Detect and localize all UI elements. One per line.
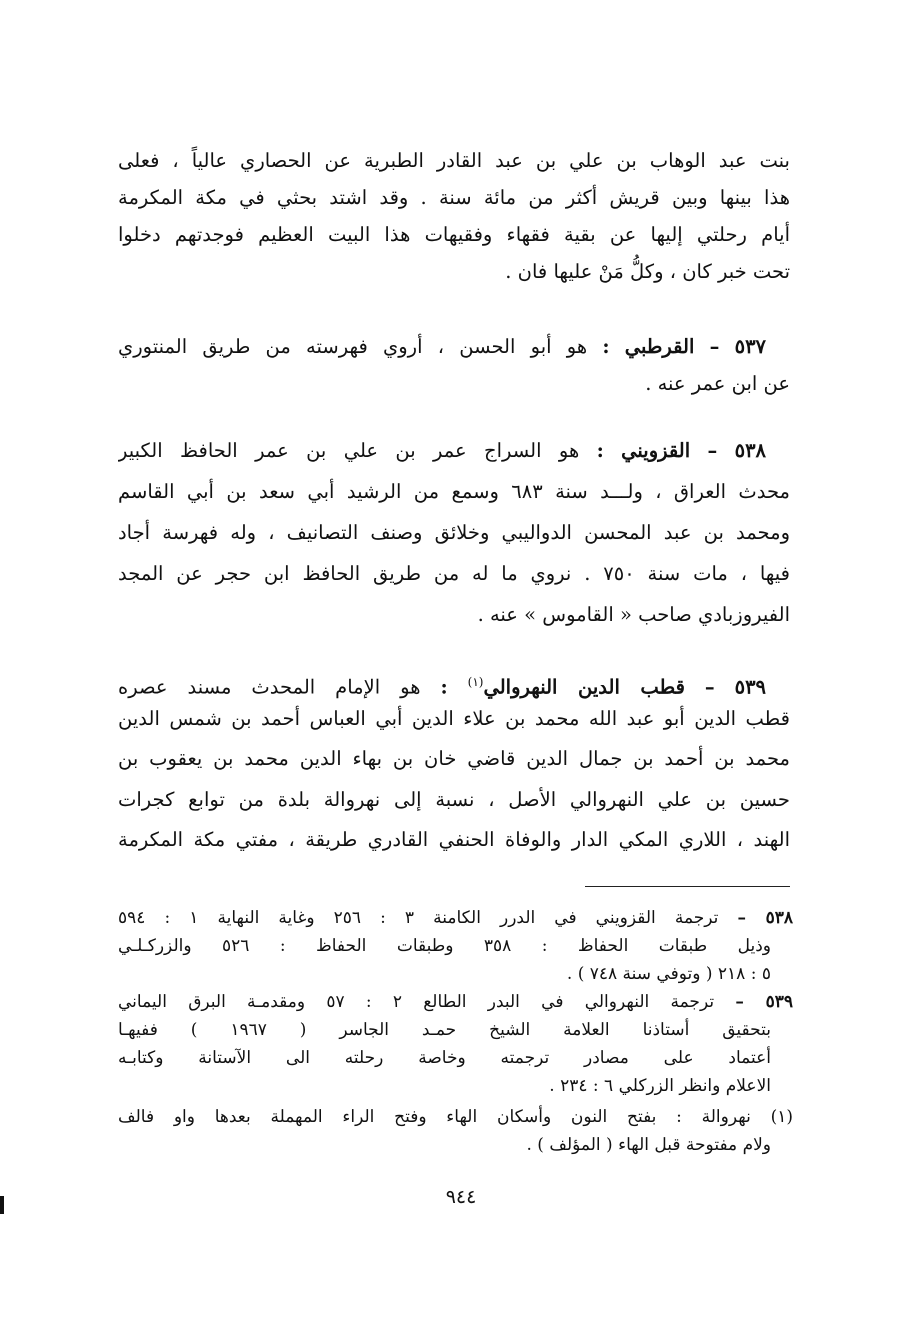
entry-538-heading-line: [118, 433, 766, 469]
entry-539-line-4: حسين بن علي النهروالي الأصل ، نسبة إلى نهروالة بلدة من توابع كجرات: [118, 788, 790, 811]
footnote-1-label: (١): [770, 1107, 793, 1127]
entry-537-text: هو أبو الحسن ، أروي فهرسته من طريق المنتوري: [118, 335, 588, 358]
entry-539-dash: –: [704, 675, 715, 699]
entry-538-line-3: ومحمد بن عبد المحسن الدواليبي وخلائق وصنف التصانيف ، وله فهرسة أجاد: [118, 521, 790, 544]
footnote-539-text-1: ترجمة النهروالي في البدر الطالع ٢ : ٥٧ ومقدمـة البرق اليماني: [118, 992, 715, 1012]
page-number: ٩٤٤: [445, 1186, 477, 1208]
entry-538-text: هو السراج عمر بن علي بن عمر الحافظ الكبير: [118, 439, 580, 462]
footnote-538-label: ٥٣٨ –: [737, 908, 793, 928]
entry-538-number: ٥٣٨: [734, 439, 766, 462]
entry-539-note-ref: (١): [467, 675, 484, 689]
footnote-538-line-2: وذيل طبقات الحفاظ : ٣٥٨ وطبقات الحفاظ : ٥٢٦ والزركـلـي: [118, 936, 771, 956]
intro-line-1: بنت عبد الوهاب بن علي بن عبد القادر الطبرية عن الحصاري عالياً ، فعلى: [118, 149, 790, 172]
footnote-539-line-4: الاعلام وانظر الزركلي ٦ : ٢٣٤ .: [549, 1076, 771, 1096]
entry-539-line-2: قطب الدين أبو عبد الله محمد بن علاء الدين أبي العباس أحمد بن شمس الدين: [118, 707, 790, 730]
entry-538-line-5: الفيروزبادي صاحب « القاموس » عنه .: [477, 603, 790, 626]
entry-537-dash: –: [709, 335, 720, 358]
entry-539-heading-line: [118, 664, 766, 700]
entry-538-line-2: محدث العراق ، ولـــد سنة ٦٨٣ وسمع من الرشيد أبي سعد بن أبي القاسم: [118, 480, 790, 503]
entry-538-colon: :: [596, 439, 604, 462]
entry-538-dash: –: [707, 439, 718, 462]
entry-538-name: القزويني: [621, 439, 691, 462]
footnote-538-line-1: [118, 905, 793, 932]
footnote-1-line-2: ولام مفتوحة قبل الهاء ( المؤلف ) .: [526, 1135, 771, 1155]
scan-margin-mark: [0, 1196, 4, 1214]
intro-line-3: أيام رحلتي إليها عن بقية فقهاء وفقيهات هذا البيت العظيم فوجدتهم دخلوا: [118, 223, 790, 246]
footnote-539-line-3: أعتماد على مصادر ترجمته وخاصة رحلته الى الآستانة وكتابـه: [118, 1048, 771, 1068]
entry-539-line-5: الهند ، اللاري المكي الدار والوفاة الحنفي القادري طريقة ، مفتي مكة المكرمة: [118, 828, 790, 851]
entry-539-line-3: محمد بن أحمد بن جمال الدين قاضي خان بن بهاء الدين محمد بن يعقوب بن: [118, 747, 790, 770]
entry-539-name: قطب الدين النهروالي: [483, 675, 685, 699]
footnote-1-text-1: نهروالة : بفتح النون وأسكان الهاء وفتح الراء المهملة بعدها واو فالف: [118, 1107, 751, 1127]
intro-line-2: هذا بينها وبين قريش أكثر من مائة سنة . وقد اشتد بحثي في مكة المكرمة: [118, 186, 790, 209]
entry-537-colon: :: [602, 335, 610, 358]
entry-539-colon: :: [440, 675, 448, 699]
entry-537-heading-line: [118, 329, 766, 365]
entry-539-text: هو الإمام المحدث مسند عصره: [118, 675, 421, 699]
footnote-539-line-1: [118, 989, 793, 1016]
footnote-538-line-3: ٥ : ٢١٨ ( وتوفي سنة ٧٤٨ ) .: [566, 964, 771, 984]
footnote-1-line-1: [118, 1104, 793, 1131]
intro-line-4: تحت خبر كان ، وكلُّ مَنْ عليها فان .: [505, 260, 790, 283]
entry-539-number: ٥٣٩: [734, 675, 766, 699]
footnote-538-text-1: ترجمة القزويني في الدرر الكامنة ٣ : ٢٥٦ وغاية النهاية ١ : ٥٩٤: [118, 908, 719, 928]
entry-537-number: ٥٣٧: [734, 335, 766, 358]
footnote-539-label: ٥٣٩ –: [735, 992, 793, 1012]
footnote-separator: [585, 886, 790, 887]
entry-538-line-4: فيها ، مات سنة ٧٥٠ . نروي ما له من طريق الحافظ ابن حجر عن المجد: [118, 562, 790, 585]
entry-537-name: القرطبي: [624, 335, 695, 358]
entry-537-line-2: عن ابن عمر عنه .: [645, 372, 790, 395]
footnote-539-line-2: بتحقيق أستاذنا العلامة الشيخ حمـد الجاسر ( ١٩٦٧ ) ففيهـا: [118, 1020, 771, 1040]
